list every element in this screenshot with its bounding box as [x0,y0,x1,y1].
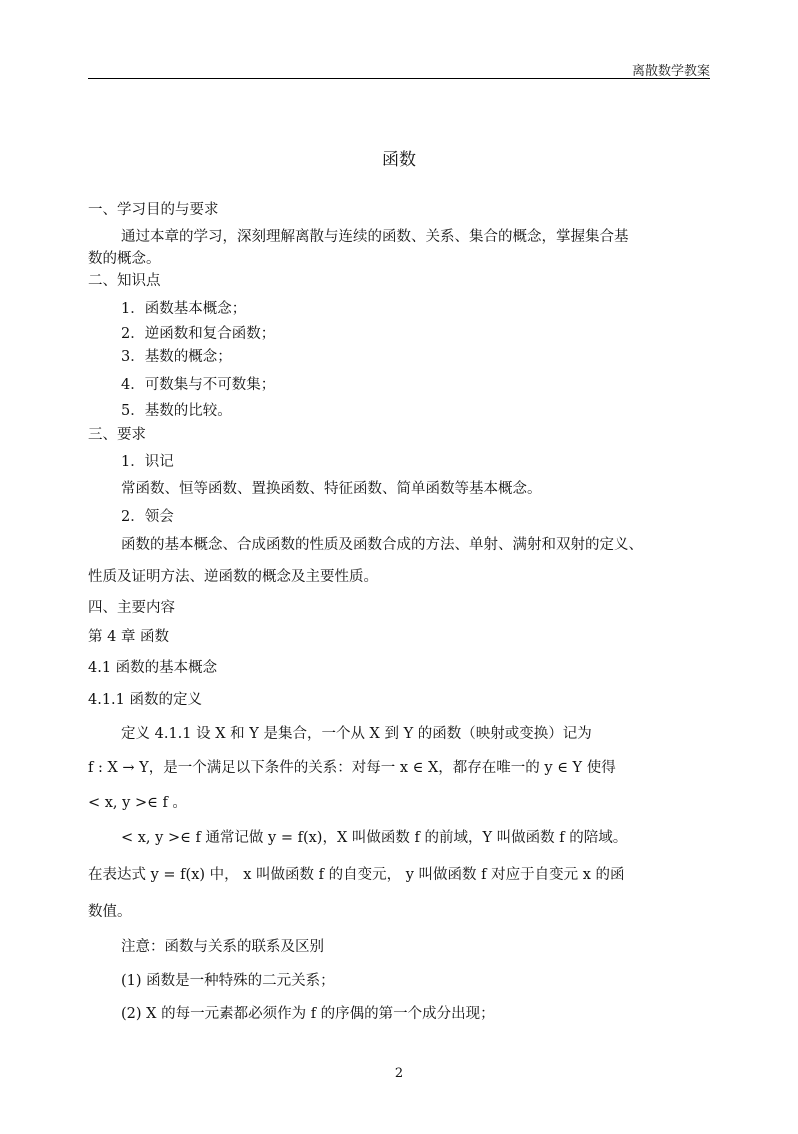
page-title: 函数 [382,150,416,170]
paragraph-line: 通过本章的学习，深刻理解离散与连续的函数、关系、集合的概念，掌握集合基 [121,229,629,245]
note-heading: 注意：函数与关系的联系及区别 [121,939,324,955]
running-header: 离散数学教案 [631,64,710,79]
note-item: (1) 函数是一种特殊的二元关系； [121,973,335,989]
section-heading-4-1-1: 4.1.1 函数的定义 [88,692,203,708]
paragraph-line: 常函数、恒等函数、置换函数、特征函数、简单函数等基本概念。 [121,481,542,497]
section-heading-3: 三、要求 [88,427,146,443]
section-heading-4: 四、主要内容 [88,600,175,616]
definition-line: < x, y >∈ f 。 [88,795,187,811]
section-heading-2: 二、知识点 [88,273,161,289]
paragraph-line: 数的概念。 [88,251,161,267]
paragraph-line: 性质及证明方法、逆函数的概念及主要性质。 [88,569,378,585]
page-number: 2 [394,1066,404,1081]
requirement-label: 2．领会 [121,509,174,525]
section-heading-1: 一、学习目的与要求 [88,202,219,218]
list-item: 2．逆函数和复合函数； [121,326,276,342]
note-item: (2) X 的每一元素都必须作为 f 的序偶的第一个成分出现； [121,1006,495,1022]
paragraph-line: 在表达式 y = f(x) 中， x 叫做函数 f 的自变元， y 叫做函数 f 对应于自变元 x 的函 [88,867,625,883]
definition-line: f : X → Y，是一个满足以下条件的关系：对每一 x ∈ X，都存在唯一的 y ∈ Y 使得 [88,760,616,776]
requirement-label: 1．识记 [121,454,174,470]
list-item: 1．函数基本概念； [121,301,247,317]
section-heading-4-1: 4.1 函数的基本概念 [88,660,218,676]
list-item: 5．基数的比较。 [121,403,232,419]
paragraph-line: < x, y >∈ f 通常记做 y = f(x)，X 叫做函数 f 的前域，Y 叫做函数 f 的陪域。 [121,830,628,846]
definition-line: 定义 4.1.1 设 X 和 Y 是集合，一个从 X 到 Y 的函数（映射或变换）记为 [121,726,592,742]
header-rule [88,78,710,79]
chapter-heading: 第 4 章 函数 [88,629,170,645]
list-item: 4．可数集与不可数集； [121,377,276,393]
paragraph-line: 数值。 [88,904,132,920]
list-item: 3．基数的概念； [121,349,232,365]
paragraph-line: 函数的基本概念、合成函数的性质及函数合成的方法、单射、满射和双射的定义、 [121,537,643,553]
